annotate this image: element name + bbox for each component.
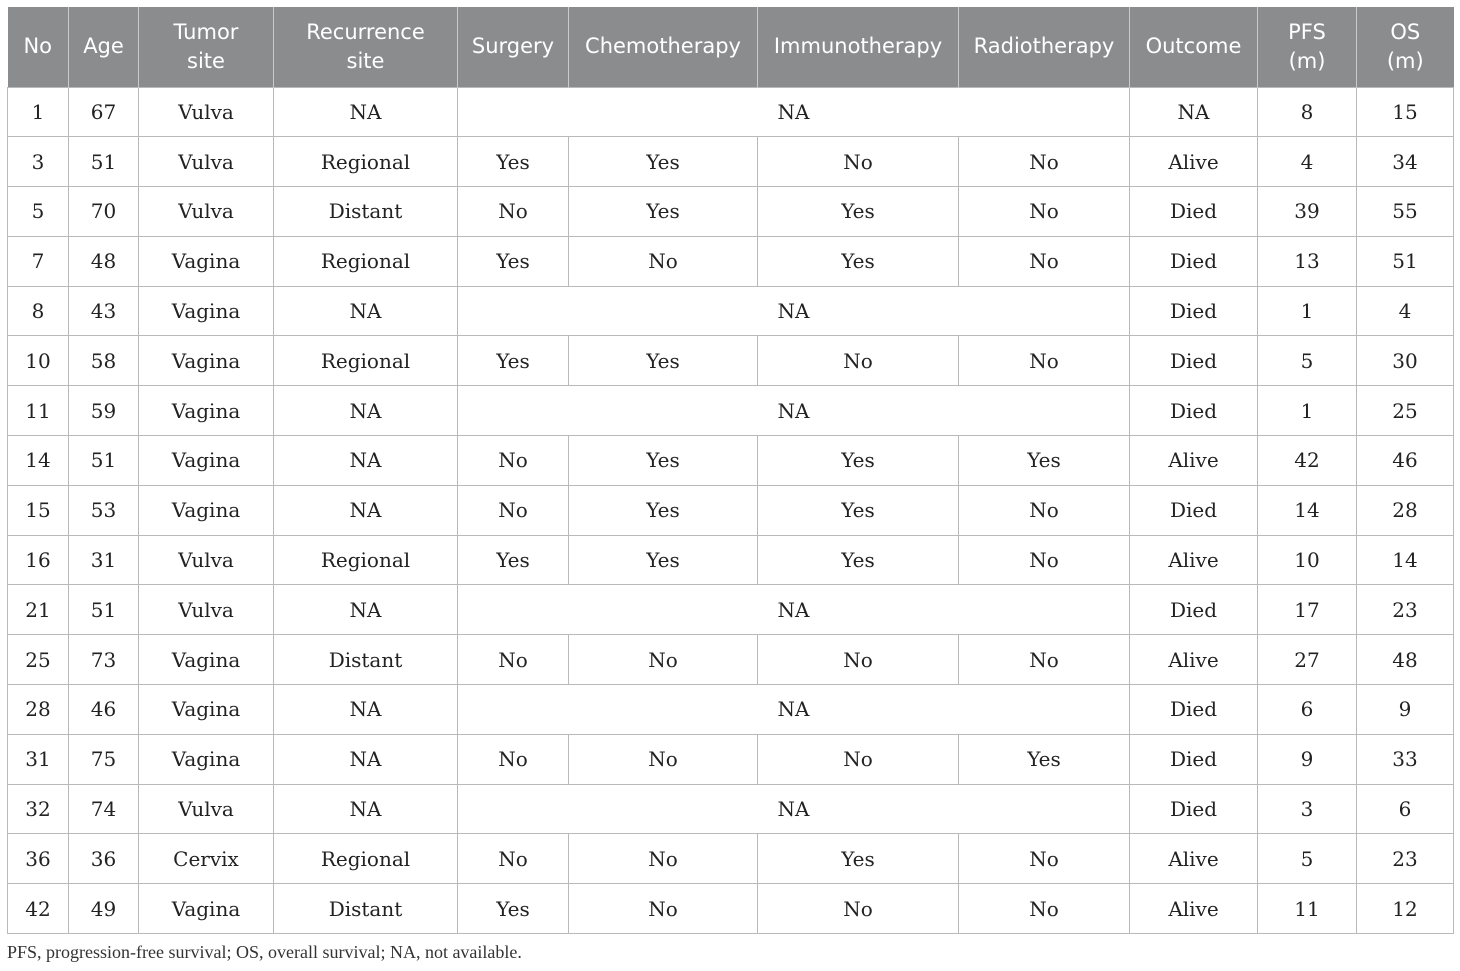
table-row [8,286,1454,336]
table-header [8,7,1454,87]
cell-surgery: No [458,485,569,535]
cell-tumor-site: Vulva [139,137,274,187]
cell-tumor-site: Vagina [139,286,274,336]
cell-pfs: 11 [1258,884,1357,934]
cell-chemotherapy: Yes [569,187,758,237]
cell-recurrence-site: Distant [274,884,458,934]
column-header-line: Chemotherapy [585,34,741,59]
cell-outcome: Died [1130,485,1258,535]
cell-age: 31 [69,535,139,585]
cell-chemotherapy: Yes [569,436,758,486]
cell-no: 3 [8,137,69,187]
column-header-recurrence-site [274,7,458,87]
cell-age: 43 [69,286,139,336]
column-header-immunotherapy [758,7,959,87]
column-header-os [1357,7,1454,87]
cell-no: 10 [8,336,69,386]
cell-os: 4 [1357,286,1454,336]
cell-pfs: 10 [1258,535,1357,585]
cell-no: 21 [8,585,69,635]
cell-os: 14 [1357,535,1454,585]
cell-immunotherapy: Yes [758,436,959,486]
cell-recurrence-site: NA [274,685,458,735]
cell-os: 46 [1357,436,1454,486]
column-header-line: Age [83,34,124,59]
cell-outcome: Died [1130,336,1258,386]
cell-os: 55 [1357,187,1454,237]
cell-os: 30 [1357,336,1454,386]
table-footnote: PFS, progression-free survival; OS, overall survival; NA, not available. [7,942,522,962]
cell-recurrence-site: Regional [274,535,458,585]
cell-outcome: Died [1130,187,1258,237]
column-header-age [69,7,139,87]
cell-age: 70 [69,187,139,237]
column-header-surgery [458,7,569,87]
cell-os: 9 [1357,685,1454,735]
table-row [8,187,1454,237]
cell-recurrence-site: NA [274,485,458,535]
table-row [8,535,1454,585]
cell-outcome: Died [1130,386,1258,436]
cell-age: 51 [69,436,139,486]
cell-os: 12 [1357,884,1454,934]
cell-age: 58 [69,336,139,386]
recurrence-treatment-table [7,7,1454,934]
cell-outcome: Alive [1130,137,1258,187]
cell-os: 6 [1357,784,1454,834]
cell-treatment-not-available: NA [458,286,1130,336]
cell-os: 51 [1357,236,1454,286]
table-row [8,834,1454,884]
column-header-line: No [23,34,53,59]
cell-treatment-not-available: NA [458,386,1130,436]
cell-outcome: Alive [1130,884,1258,934]
cell-pfs: 1 [1258,286,1357,336]
cell-immunotherapy: Yes [758,187,959,237]
cell-tumor-site: Vagina [139,685,274,735]
cell-recurrence-site: Regional [274,336,458,386]
cell-tumor-site: Vulva [139,87,274,137]
cell-age: 49 [69,884,139,934]
cell-radiotherapy: No [959,236,1130,286]
cell-age: 74 [69,784,139,834]
cell-age: 36 [69,834,139,884]
cell-treatment-not-available: NA [458,87,1130,137]
table-row [8,87,1454,137]
cell-chemotherapy: No [569,236,758,286]
cell-recurrence-site: Regional [274,236,458,286]
cell-age: 73 [69,635,139,685]
cell-immunotherapy: No [758,336,959,386]
cell-no: 8 [8,286,69,336]
cell-outcome: Died [1130,585,1258,635]
cell-os: 48 [1357,635,1454,685]
cell-age: 53 [69,485,139,535]
cell-tumor-site: Vulva [139,784,274,834]
cell-surgery: Yes [458,535,569,585]
table-row [8,734,1454,784]
cell-chemotherapy: No [569,834,758,884]
cell-treatment-not-available: NA [458,685,1130,735]
cell-os: 33 [1357,734,1454,784]
cell-treatment-not-available: NA [458,784,1130,834]
cell-recurrence-site: NA [274,386,458,436]
data-table-container [7,7,1453,934]
cell-surgery: No [458,635,569,685]
cell-recurrence-site: NA [274,784,458,834]
cell-radiotherapy: No [959,137,1130,187]
cell-pfs: 9 [1258,734,1357,784]
column-header-line: Surgery [471,34,555,59]
table-row [8,386,1454,436]
cell-tumor-site: Vagina [139,884,274,934]
cell-pfs: 17 [1258,585,1357,635]
column-header-line: OS [1390,19,1421,44]
cell-os: 25 [1357,386,1454,436]
cell-outcome: Died [1130,734,1258,784]
table-body [8,87,1454,934]
cell-chemotherapy: Yes [569,137,758,187]
table-row [8,137,1454,187]
cell-no: 11 [8,386,69,436]
cell-immunotherapy: Yes [758,485,959,535]
table-row [8,884,1454,934]
cell-surgery: No [458,436,569,486]
cell-immunotherapy: No [758,884,959,934]
cell-radiotherapy: No [959,834,1130,884]
column-header-no [8,7,69,87]
cell-tumor-site: Vagina [139,436,274,486]
cell-no: 15 [8,485,69,535]
cell-recurrence-site: NA [274,585,458,635]
column-header-line: Radiotherapy [973,34,1115,59]
cell-chemotherapy: Yes [569,535,758,585]
cell-pfs: 1 [1258,386,1357,436]
cell-pfs: 4 [1258,137,1357,187]
cell-tumor-site: Vulva [139,535,274,585]
cell-immunotherapy: No [758,635,959,685]
cell-surgery: No [458,187,569,237]
cell-radiotherapy: Yes [959,734,1130,784]
cell-tumor-site: Vagina [139,236,274,286]
cell-surgery: Yes [458,137,569,187]
cell-age: 59 [69,386,139,436]
cell-no: 32 [8,784,69,834]
cell-no: 36 [8,834,69,884]
column-header-line: (m) [1288,48,1326,73]
column-header-line: PFS [1288,19,1326,44]
cell-outcome: NA [1130,87,1258,137]
cell-pfs: 39 [1258,187,1357,237]
column-header-line: site [187,48,225,73]
column-header-line: Immunotherapy [773,34,943,59]
cell-no: 31 [8,734,69,784]
cell-treatment-not-available: NA [458,585,1130,635]
cell-chemotherapy: No [569,884,758,934]
header-row [8,7,1454,87]
column-header-tumor-site [139,7,274,87]
cell-outcome: Alive [1130,635,1258,685]
cell-recurrence-site: Regional [274,834,458,884]
cell-tumor-site: Vagina [139,336,274,386]
cell-age: 46 [69,685,139,735]
cell-immunotherapy: Yes [758,236,959,286]
cell-chemotherapy: Yes [569,336,758,386]
cell-no: 16 [8,535,69,585]
cell-tumor-site: Vulva [139,585,274,635]
table-row [8,336,1454,386]
cell-os: 34 [1357,137,1454,187]
cell-recurrence-site: Regional [274,137,458,187]
cell-pfs: 5 [1258,336,1357,386]
cell-pfs: 42 [1258,436,1357,486]
cell-recurrence-site: NA [274,436,458,486]
cell-immunotherapy: Yes [758,535,959,585]
cell-age: 75 [69,734,139,784]
cell-immunotherapy: Yes [758,834,959,884]
column-header-line: Outcome [1145,34,1242,59]
cell-pfs: 5 [1258,834,1357,884]
cell-chemotherapy: Yes [569,485,758,535]
cell-surgery: No [458,734,569,784]
table-row [8,436,1454,486]
cell-outcome: Died [1130,236,1258,286]
cell-age: 51 [69,585,139,635]
cell-immunotherapy: No [758,137,959,187]
cell-no: 14 [8,436,69,486]
cell-chemotherapy: No [569,734,758,784]
cell-tumor-site: Vulva [139,187,274,237]
cell-age: 48 [69,236,139,286]
cell-pfs: 13 [1258,236,1357,286]
column-header-radiotherapy [959,7,1130,87]
cell-age: 51 [69,137,139,187]
cell-pfs: 6 [1258,685,1357,735]
cell-radiotherapy: No [959,884,1130,934]
column-header-line: (m) [1386,48,1424,73]
cell-radiotherapy: No [959,187,1130,237]
cell-no: 25 [8,635,69,685]
cell-os: 23 [1357,585,1454,635]
cell-tumor-site: Vagina [139,386,274,436]
column-header-line: Tumor [173,19,239,44]
cell-pfs: 27 [1258,635,1357,685]
cell-no: 28 [8,685,69,735]
column-header-line: site [346,48,385,73]
cell-no: 7 [8,236,69,286]
cell-tumor-site: Cervix [139,834,274,884]
cell-tumor-site: Vagina [139,635,274,685]
cell-pfs: 14 [1258,485,1357,535]
cell-recurrence-site: NA [274,286,458,336]
cell-outcome: Alive [1130,535,1258,585]
cell-outcome: Alive [1130,834,1258,884]
cell-recurrence-site: Distant [274,635,458,685]
cell-immunotherapy: No [758,734,959,784]
cell-recurrence-site: NA [274,734,458,784]
cell-pfs: 3 [1258,784,1357,834]
table-row [8,784,1454,834]
cell-os: 15 [1357,87,1454,137]
cell-recurrence-site: NA [274,87,458,137]
column-header-line: Recurrence [306,19,425,44]
cell-no: 1 [8,87,69,137]
cell-radiotherapy: No [959,485,1130,535]
table-row [8,635,1454,685]
table-row [8,585,1454,635]
column-header-outcome [1130,7,1258,87]
cell-outcome: Died [1130,784,1258,834]
cell-pfs: 8 [1258,87,1357,137]
cell-radiotherapy: No [959,635,1130,685]
cell-outcome: Died [1130,286,1258,336]
cell-radiotherapy: Yes [959,436,1130,486]
cell-no: 42 [8,884,69,934]
cell-chemotherapy: No [569,635,758,685]
column-header-pfs [1258,7,1357,87]
cell-radiotherapy: No [959,535,1130,585]
cell-surgery: No [458,834,569,884]
cell-surgery: Yes [458,236,569,286]
cell-surgery: Yes [458,884,569,934]
cell-tumor-site: Vagina [139,485,274,535]
cell-age: 67 [69,87,139,137]
cell-tumor-site: Vagina [139,734,274,784]
table-row [8,685,1454,735]
cell-os: 23 [1357,834,1454,884]
cell-os: 28 [1357,485,1454,535]
cell-outcome: Died [1130,685,1258,735]
cell-surgery: Yes [458,336,569,386]
cell-radiotherapy: No [959,336,1130,386]
table-row [8,485,1454,535]
cell-no: 5 [8,187,69,237]
column-header-chemotherapy [569,7,758,87]
cell-outcome: Alive [1130,436,1258,486]
table-row [8,236,1454,286]
cell-recurrence-site: Distant [274,187,458,237]
